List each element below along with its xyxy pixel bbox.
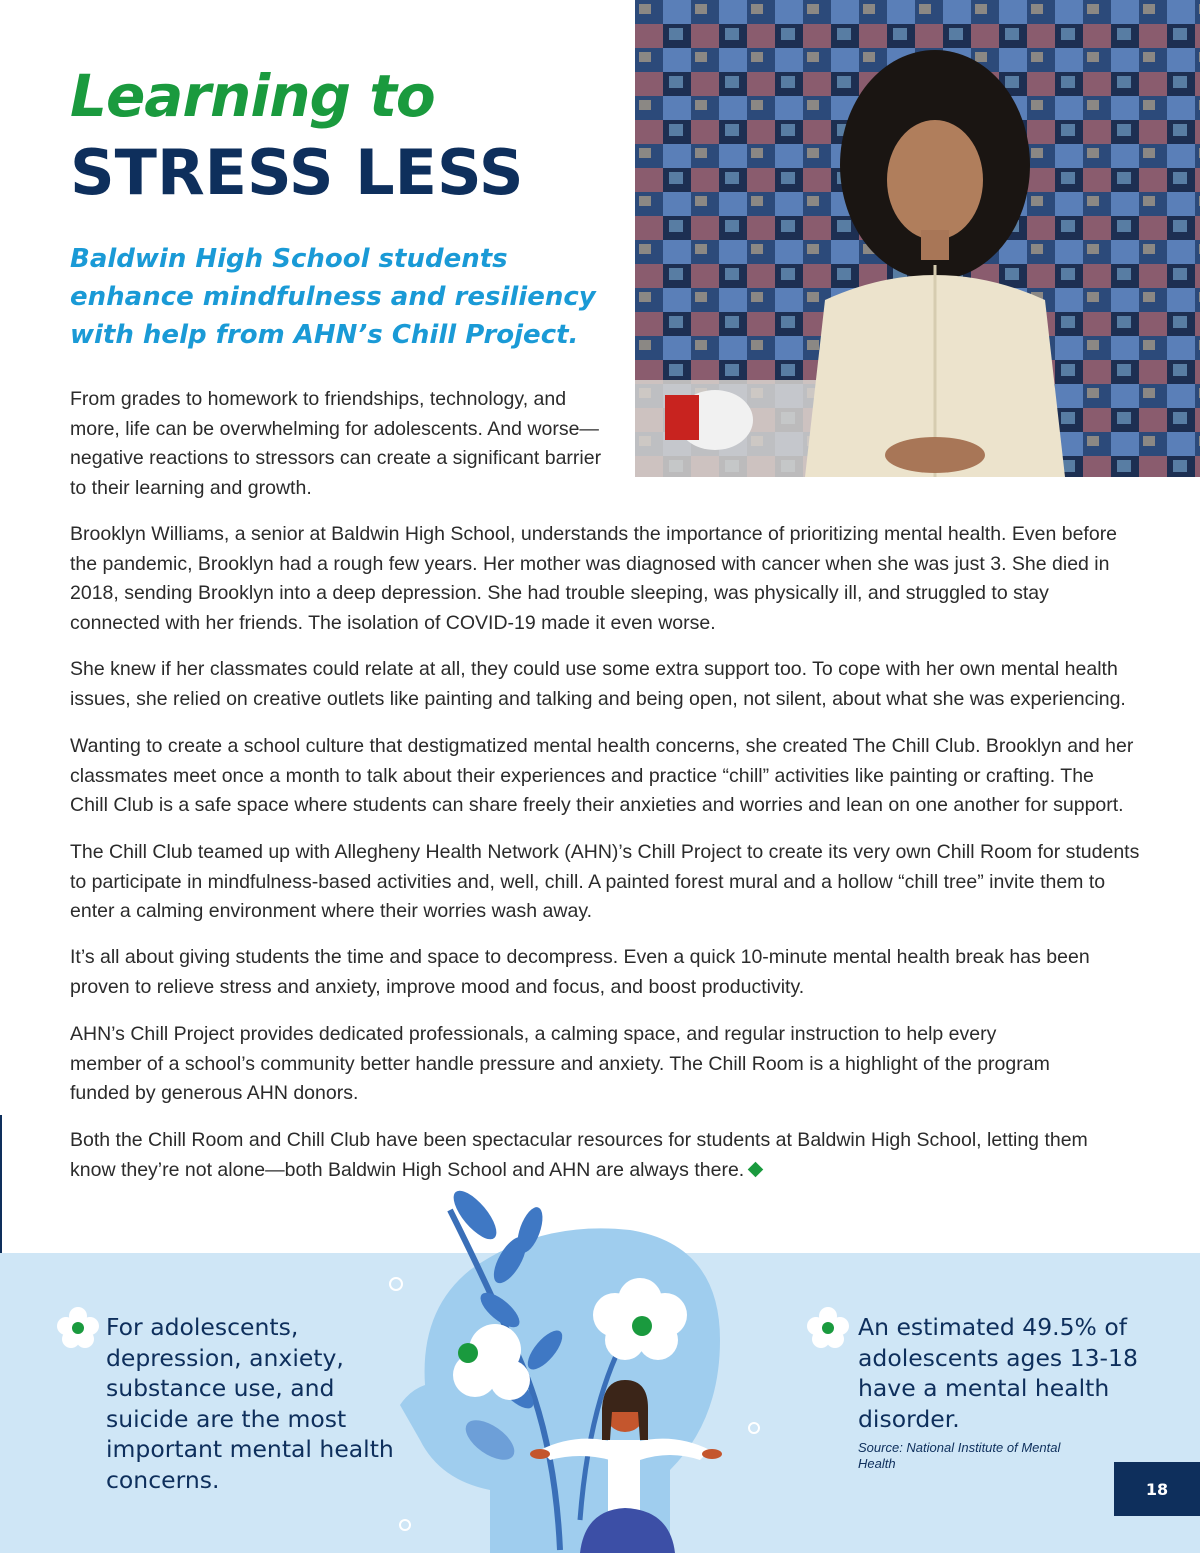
mindfulness-illustration <box>380 1190 800 1553</box>
student-photo <box>635 0 1200 477</box>
stat-right: An estimated 49.5% of adolescents ages 13-18 have a mental health disorder. <box>858 1313 1138 1433</box>
article-paragraph: She knew if her classmates could relate at all, they could use some extra support too. To cope with her own mental health issues, she relied on creative outlets like painting and talking and being open, not silent, about what she was experiencing. <box>70 658 1126 710</box>
subtitle: Baldwin High School students enhance mindfulness and resiliency with help from AHN’s Chill Project. <box>70 244 596 350</box>
divider <box>0 1115 2 1255</box>
article-paragraph-text: Both the Chill Room and Chill Club have been spectacular resources for students at Baldwin High School, letting them know they’re not alone—both Baldwin High School and AHN are always there. <box>70 1129 1088 1181</box>
page-number: 18 <box>1114 1462 1200 1516</box>
flower-icon <box>806 1306 850 1350</box>
article-paragraph: AHN’s Chill Project provides dedicated professionals, a calming space, and regular instruction to help every member of a school’s community better handle pressure and anxiety. The Chill Room is a highlight of the program funded by generous AHN donors. <box>70 1023 1050 1104</box>
flower-icon <box>56 1306 100 1350</box>
article-paragraph: Wanting to create a school culture that destigmatized mental health concerns, she created The Chill Club. Brooklyn and her classmates meet once a month to talk about their experiences and practice “chill” activities like painting or crafting. The Chill Club is a safe space where students can share freely their anxieties and worries and lean on one another for support. <box>70 735 1134 816</box>
article-paragraph: From grades to homework to friendships, technology, and more, life can be overwhelming for adolescents. And worse—negative reactions to stressors can create a significant barrier to their learning and growth. <box>70 388 602 499</box>
article-paragraph: Brooklyn Williams, a senior at Baldwin High School, understands the importance of prioritizing mental health. Even before the pandemic, Brooklyn had a rough few years. Her mother was diagnosed with cancer when she was just 3. She died in 2018, sending Brooklyn into a deep depression. She had trouble sleeping, was physically ill, and struggled to stay connected with her friends. The isolation of COVID-19 made it even worse. <box>70 523 1118 634</box>
stat-left: For adolescents, depression, anxiety, substance use, and suicide are the most important mental health concerns. <box>106 1313 394 1494</box>
article-paragraph-final <box>70 1126 1110 1185</box>
article-paragraph: It’s all about giving students the time and space to decompress. Even a quick 10-minute mental health break has been proven to relieve stress and anxiety, improve mood and focus, and boost productivity. <box>70 946 1090 998</box>
title-line-2: STRESS LESS <box>70 136 524 209</box>
title-line-1: Learning to <box>70 62 435 130</box>
article-paragraph: The Chill Club teamed up with Allegheny Health Network (AHN)’s Chill Project to create its very own Chill Room for students to participate in mindfulness-based activities and, well, chill. A painted forest mural and a hollow “chill tree” invite them to enter a calming environment where their worries wash away. <box>70 841 1140 922</box>
stat-source: Source: National Institute of Mental Health <box>858 1440 1061 1471</box>
diamond-bullet-icon <box>748 1161 764 1177</box>
